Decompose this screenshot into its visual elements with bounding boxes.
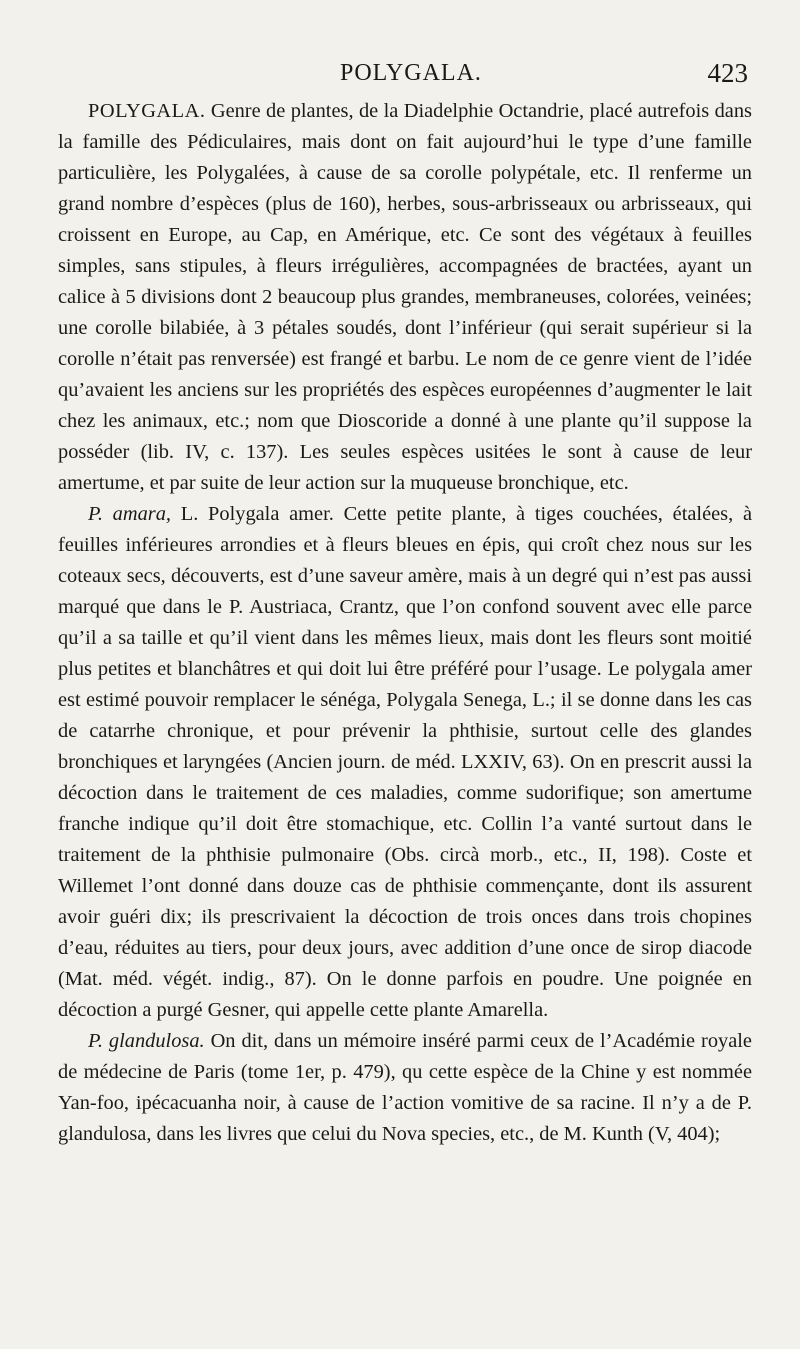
body-text <box>58 96 752 1150</box>
running-title: POLYGALA. <box>340 60 482 86</box>
paragraph-text: L. Polygala amer. Cette petite plante, à tiges couchées, étalées, à feuilles inférieures arrondies et à fleurs bleues en épis, qui croît chez nous sur les coteaux secs, découverts, est d’une saveur amère, mais à un degré qui n’est pas aussi marqué que dans le P. Austriaca, Crantz, que l’on confond souvent avec elle parce qu’il a sa taille et qu’il vient dans les mêmes lieux, mais dont les fleurs sont moitié plus petites et blanchâtres et qui doit lui être préféré pour l’usage. Le polygala amer est estimé pouvoir remplacer le sénéga, Polygala Senega, L.; il se donne dans les cas de catarrhe chronique, et pour prévenir la phthisie, surtout celle des glandes bronchiques et laryngées (Ancien journ. de méd. LXXIV, 63). On en prescrit aussi la décoction dans le traitement de ces maladies, comme sudorifique; son amertume franche indique qu’il doit être stomachique, etc. Collin l’a vanté surtout dans le traitement de la phthisie pulmonaire (Obs. circà morb., etc., II, 198). Coste et Willemet l’ont donné dans douze cas de phthisie commençante, dont ils assurent avoir guéri dix; ils prescrivaient la décoction de trois onces dans trois chopines d’eau, réduites au tiers, pour deux jours, avec addition d’une once de sirop diacode (Mat. méd. végét. indig., 87). On le donne parfois en poudre. Une poignée en décoction a purgé Gesner, qui appelle cette plante Amarella. <box>58 503 752 1021</box>
running-header <box>58 56 752 96</box>
paragraph-glandulosa <box>58 1026 752 1150</box>
species-heading: P. glandulosa. <box>88 1030 205 1052</box>
paragraph-text: On dit, dans un mémoire inséré parmi ceux de l’Académie royale de médecine de Paris (tome 1er, p. 479), qu cette espèce de la Chine y est nommée Yan-foo, ipécacuanha noir, à cause de l’action vomitive de sa racine. Il n’y a de P. glandulosa, dans les livres que celui du Nova species, etc., de M. Kunth (V, 404); <box>58 1030 752 1145</box>
paragraph-polygala <box>58 96 752 499</box>
paragraph-text: Genre de plantes, de la Diadelphie Octandrie, placé autrefois dans la famille des Pédiculaires, mais dont on fait aujourd’hui le type d’une famille particulière, les Polygalées, à cause de sa corolle polypétale, etc. Il renferme un grand nombre d’espèces (plus de 160), herbes, sous-arbrisseaux ou arbrisseaux, qui croissent en Europe, au Cap, en Amérique, etc. Ce sont des végétaux à feuilles simples, sans stipules, à fleurs irrégulières, accompagnées de bractées, ayant un calice à 5 divisions dont 2 beaucoup plus grandes, membraneuses, colorées, veinées; une corolle bilabiée, à 3 pétales soudés, dont l’inférieur (qui serait supérieur si la corolle n’était pas renversée) est frangé et barbu. Le nom de ce genre vient de l’idée qu’avaient les anciens sur les propriétés des espèces européennes d’augmenter le lait chez les animaux, etc.; nom que Dioscoride a donné à une plante qu’il suppose la posséder (lib. IV, c. 137). Les seules espèces usitées le sont à cause de leur amertume, et par suite de leur action sur la muqueuse bronchique, etc. <box>58 100 752 494</box>
entry-heading: POLYGALA. <box>88 100 206 122</box>
page-number: 423 <box>707 58 748 88</box>
species-heading: P. amara, <box>88 503 172 525</box>
paragraph-amara <box>58 499 752 1026</box>
